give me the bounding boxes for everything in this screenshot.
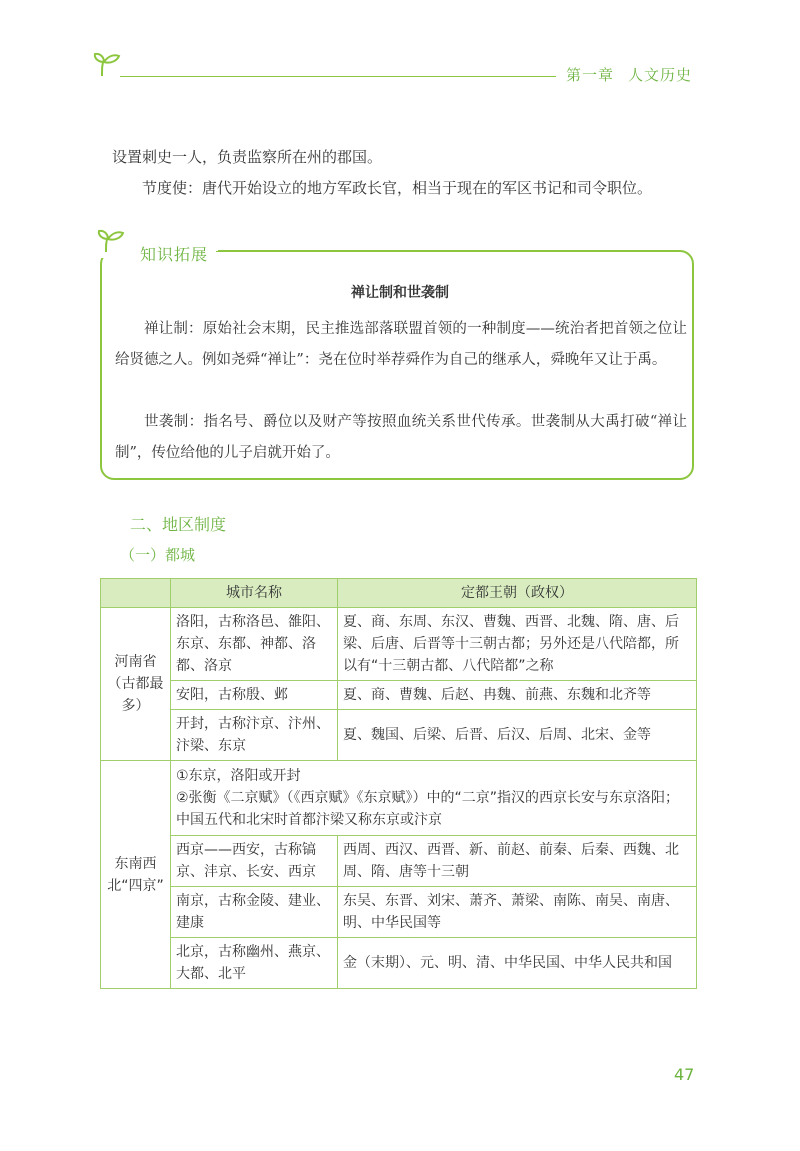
dynasty-cell: 金（末期）、元、明、清、中华民国、中华人民共和国	[338, 938, 697, 989]
dynasty-cell: 西周、西汉、西晋、新、前赵、前秦、后秦、西魏、北周、隋、唐等十三朝	[338, 836, 697, 887]
table-header-row	[101, 579, 697, 608]
note-line-2: ②张衡《二京赋》（《西京赋》《东京赋》）中的“二京”指汉的西京长安与东京洛阳；中国五代和北宋时首都汴梁又称东京或汴京	[176, 790, 680, 828]
box-label-rule	[216, 251, 572, 252]
table-row	[101, 938, 697, 989]
header-cell: 定都王朝（政权）	[338, 579, 697, 608]
note-line-1: ①东京，洛阳或开封	[176, 768, 301, 784]
province-cell: 河南省（古都最多）	[101, 608, 171, 761]
dynasty-cell: 夏、商、东周、东汉、曹魏、西晋、北魏、隋、唐、后梁、后唐、后晋等十三朝古都；另外还是八代陪都，所以有“十三朝古都、八代陪都”之称	[338, 608, 697, 681]
subsection-title: （一）都城	[120, 546, 196, 564]
header-rule	[120, 76, 556, 77]
knowledge-box-label: 知识拓展	[140, 245, 209, 264]
table-row	[101, 681, 697, 710]
header-cell	[101, 579, 171, 608]
table-row	[101, 836, 697, 887]
city-cell: 开封，古称汴京、汴州、汴梁、东京	[171, 710, 338, 761]
table-row	[101, 761, 697, 836]
chapter-number: 第一章	[566, 66, 615, 84]
sprout-icon	[96, 228, 130, 256]
city-cell: 南京，古称金陵、建业、建康	[171, 887, 338, 938]
section-title: 二、地区制度	[130, 515, 227, 534]
table-row	[101, 710, 697, 761]
knowledge-box-p1: 禅让制：原始社会末期，民主推选部落联盟首领的一种制度——统治者把首领之位让给贤德之人。例如尧舜“禅让”：尧在位时举荐舜作为自己的继承人，舜晚年又让于禹。	[115, 321, 687, 368]
chapter-title: 人文历史	[628, 66, 693, 84]
chapter-header	[566, 64, 692, 85]
dynasty-cell: 东吴、东晋、刘宋、萧齐、萧梁、南陈、南吴、南唐、明、中华民国等	[338, 887, 697, 938]
intro-line-2: 节度使：唐代开始设立的地方军政长官，相当于现在的军区书记和司令职位。	[142, 179, 653, 197]
dynasty-cell: 夏、商、曹魏、后赵、冉魏、前燕、东魏和北齐等	[338, 681, 697, 710]
note-cell	[171, 761, 697, 836]
dynasty-cell: 夏、魏国、后梁、后晋、后汉、后周、北宋、金等	[338, 710, 697, 761]
city-cell: 北京，古称幽州、燕京、大都、北平	[171, 938, 338, 989]
table-row	[101, 608, 697, 681]
intro-line-1: 设置刺史一人，负责监察所在州的郡国。	[112, 148, 383, 166]
region-cell: 东南西北“四京”	[101, 761, 171, 989]
city-cell: 西京——西安，古称镐京、沣京、长安、西京	[171, 836, 338, 887]
capitals-table	[100, 578, 697, 989]
knowledge-box-p2: 世袭制：指名号、爵位以及财产等按照血统关系世代传承。世袭制从大禹打破“禅让制”，传位给他的儿子启就开始了。	[115, 414, 687, 461]
page-number: 47	[674, 1065, 695, 1084]
table-row	[101, 887, 697, 938]
header-cell: 城市名称	[171, 579, 338, 608]
city-cell: 洛阳，古称洛邑、雒阳、东京、东都、神都、洛都、洛京	[171, 608, 338, 681]
city-cell: 安阳，古称殷、邺	[171, 681, 338, 710]
knowledge-box-heading: 禅让制和世袭制	[351, 285, 449, 301]
